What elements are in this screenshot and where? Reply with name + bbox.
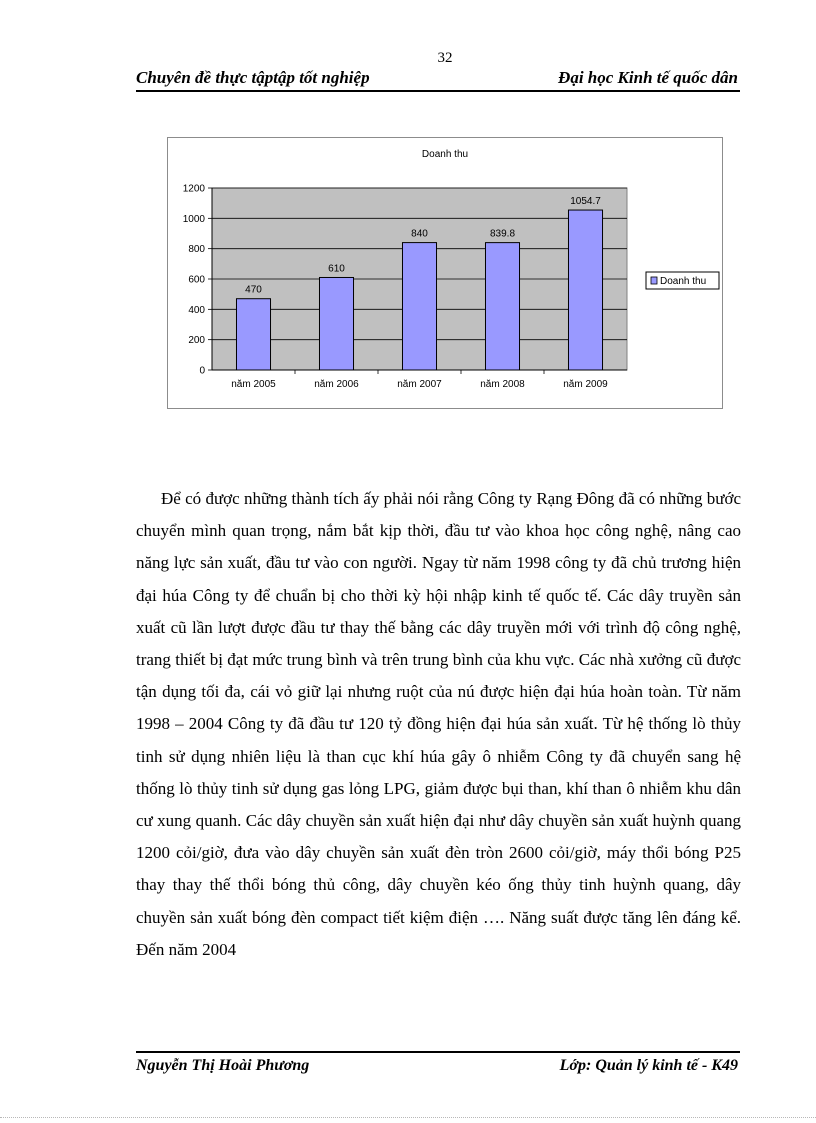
y-tick-label: 800 bbox=[188, 244, 205, 256]
body-paragraph: Để có được những thành tích ấy phải nói rằng Công ty Rạng Đông đã có những bước chuyển mình quan trọng, nắm bắt kịp thời, đầu tư vào khoa học công nghệ, nâng cao năng lực sản xuất, đầu tư vào con người. Ngay từ năm 1998 công ty đã chủ trương hiện đại húa Công ty để chuẩn bị cho thời kỳ hội nhập kinh tế quốc tế. Các dây truyền sản xuất cũ lần lượt được đầu tư thay thế bằng các dây truyền mới với trình độ công nghệ, trang thiết bị đạt mức trung bình và trên trung bình của khu vực. Các nhà xưởng cũ được tận dụng tối đa, cái vỏ giữ lại nhưng ruột của nú được hiện đại húa hoàn toàn. Từ năm 1998 – 2004 Công ty đã đầu tư 120 tỷ đồng hiện đại húa sản xuất. Từ hệ thống lò thủy tinh sử dụng nhiên liệu là than cục khí húa gây ô nhiễm Công ty đã chuyển sang hệ thống lò thủy tinh sử dụng gas lỏng LPG, giảm được bụi than, khí than ô nhiễm khu dân cư xung quanh. Các dây chuyền sản xuất hiện đại như dây chuyền sản xuất huỳnh quang 1200 cỏi/giờ, đưa vào dây chuyền sản xuất đèn tròn 2600 cỏi/giờ, máy thổi bóng P25 thay thay thế thổi bóng thủ công, dây chuyền kéo ống thủy tinh huỳnh quang, dây chuyền sản xuất bóng đèn compact tiết kiệm điện …. Năng suất được tăng lên đáng kể. Đến năm 2004 bbox=[136, 489, 741, 959]
revenue-chart bbox=[167, 137, 723, 409]
footer-class: Lớp: Quản lý kinh tế - K49 bbox=[559, 1057, 738, 1074]
bar bbox=[568, 210, 602, 370]
footer-author: Nguyễn Thị Hoài Phương bbox=[136, 1057, 310, 1074]
header-document-type: Chuyên đề thực tậptập tốt nghiệp bbox=[136, 68, 370, 87]
bar-value-label: 610 bbox=[328, 263, 345, 275]
page-footer bbox=[136, 1051, 740, 1077]
bar bbox=[402, 243, 436, 370]
y-tick-label: 0 bbox=[199, 365, 205, 377]
header-university: Đại học Kinh tế quốc dân bbox=[558, 68, 738, 87]
legend-label: Doanh thu bbox=[660, 276, 707, 287]
bar bbox=[236, 299, 270, 370]
bar-value-label: 840 bbox=[411, 228, 428, 240]
y-tick-label: 1000 bbox=[182, 213, 205, 225]
chart-title: Doanh thu bbox=[421, 149, 469, 160]
bar-value-label: 470 bbox=[245, 284, 262, 296]
page-number: 32 bbox=[437, 50, 453, 66]
y-tick-label: 1200 bbox=[182, 183, 205, 195]
chart-legend bbox=[646, 272, 719, 289]
bar bbox=[319, 277, 353, 370]
legend-swatch bbox=[651, 277, 657, 284]
x-tick-label: năm 2008 bbox=[480, 379, 525, 390]
y-tick-label: 200 bbox=[188, 335, 205, 347]
y-tick-label: 400 bbox=[188, 304, 205, 316]
revenue-chart-svg bbox=[168, 138, 722, 408]
x-tick-label: năm 2006 bbox=[314, 379, 359, 390]
bar-value-label: 1054.7 bbox=[570, 196, 601, 208]
body-text bbox=[136, 483, 741, 966]
bar bbox=[485, 243, 519, 370]
x-tick-label: năm 2007 bbox=[397, 379, 442, 390]
page-bottom-edge bbox=[0, 1117, 816, 1118]
bar-value-label: 839.8 bbox=[489, 228, 516, 240]
x-tick-label: năm 2009 bbox=[563, 379, 608, 390]
y-tick-label: 600 bbox=[188, 274, 205, 286]
page-header bbox=[136, 66, 740, 92]
x-tick-label: năm 2005 bbox=[231, 379, 276, 390]
